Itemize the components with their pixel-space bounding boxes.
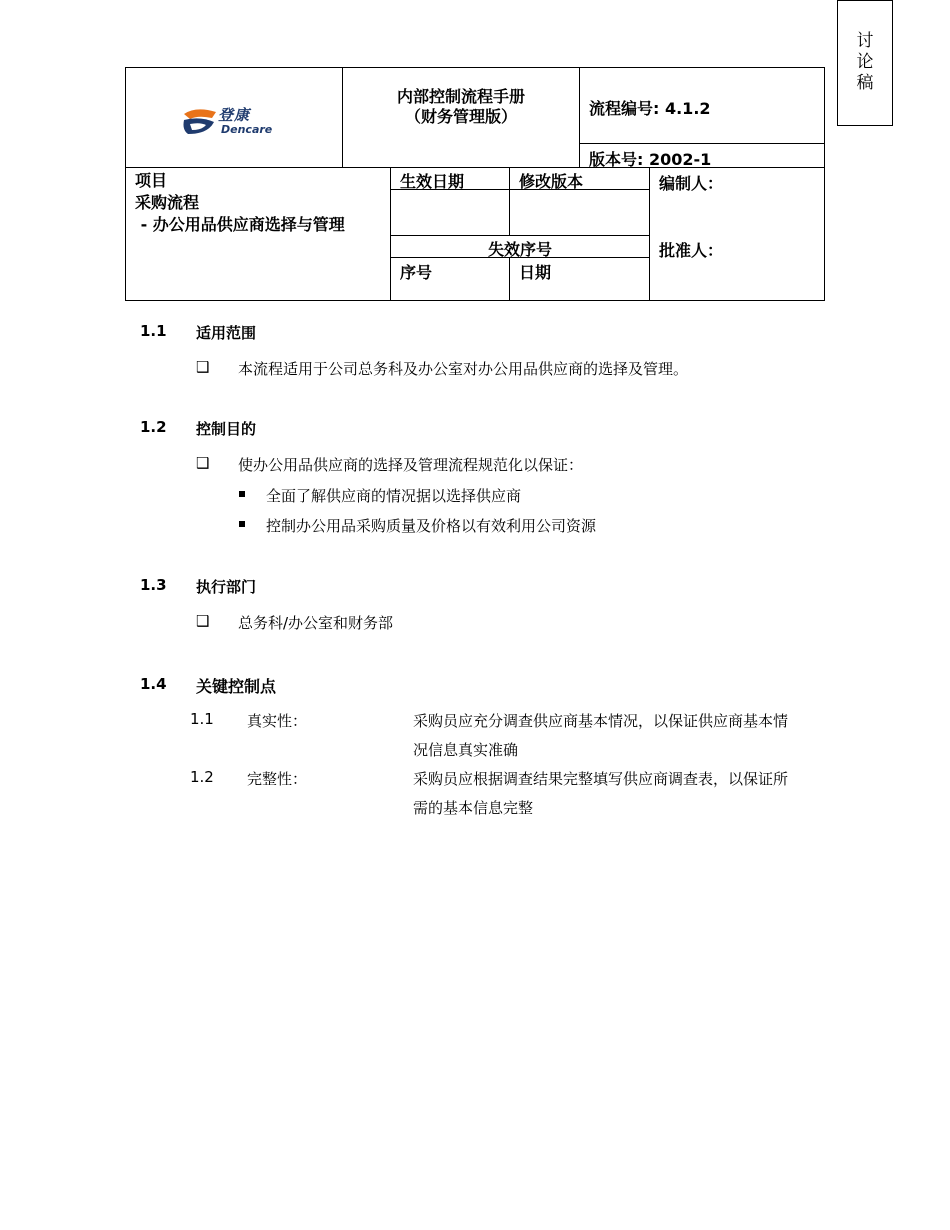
logo-cn-text: 登康	[218, 106, 251, 124]
sub-list-item: 控制办公用品采购质量及价格以有效利用公司资源	[266, 517, 597, 535]
section-number: 1.4	[140, 675, 167, 693]
list-item: 总务科/办公室和财务部	[238, 614, 394, 632]
keypoint-number: 1.1	[190, 710, 214, 728]
version-number: 版本号: 2002-1	[589, 150, 712, 169]
list-item: 使办公用品供应商的选择及管理流程规范化以保证：	[238, 456, 584, 474]
keypoint-text-cont: 况信息真实准确	[413, 741, 519, 759]
revision-label: 修改版本	[519, 172, 584, 191]
project-label: 项目	[135, 171, 168, 190]
section-number: 1.3	[140, 576, 167, 594]
section-title: 执行部门	[196, 578, 257, 596]
stamp-char-3: 稿	[856, 73, 874, 93]
signoff-cell	[649, 167, 825, 301]
section-title: 关键控制点	[196, 677, 277, 696]
project-cell	[125, 167, 391, 301]
square-bullet-icon	[239, 521, 245, 527]
header-table	[125, 67, 825, 301]
stamp-char-1: 讨	[856, 31, 874, 51]
keypoint-name: 完整性：	[247, 770, 308, 788]
keypoint-number: 1.2	[190, 768, 214, 786]
section-number: 1.2	[140, 418, 167, 436]
checkbox-bullet-icon: ❑	[196, 358, 210, 376]
project-name: 采购流程	[135, 193, 200, 212]
logo-mark-icon	[182, 106, 218, 136]
process-number: 流程编号: 4.1.2	[589, 99, 711, 118]
approver-label: 批准人：	[659, 241, 724, 260]
invalid-seq-label: 失效序号	[487, 240, 552, 259]
date-label: 日期	[519, 263, 552, 282]
section-title: 控制目的	[196, 420, 257, 438]
effective-date-label: 生效日期	[400, 172, 465, 191]
project-subtitle: - 办公用品供应商选择与管理	[135, 215, 345, 234]
revision-header	[509, 167, 650, 190]
checkbox-bullet-icon: ❑	[196, 454, 210, 472]
manual-title: 内部控制流程手册	[396, 87, 525, 106]
logo-cell	[125, 67, 343, 168]
effective-date-header	[390, 167, 510, 190]
checkbox-bullet-icon: ❑	[196, 612, 210, 630]
date-cell	[509, 257, 650, 301]
stamp-char-2: 论	[856, 52, 874, 72]
manual-title-cell	[342, 67, 580, 168]
section-number: 1.1	[140, 322, 167, 340]
list-item: 本流程适用于公司总务科及办公室对办公用品供应商的选择及管理。	[238, 360, 689, 378]
manual-subtitle: （财务管理版）	[404, 107, 517, 126]
keypoint-text-cont: 需的基本信息完整	[413, 799, 534, 817]
editor-label: 编制人：	[659, 174, 724, 193]
revision-value	[509, 189, 650, 236]
version-no-cell	[579, 143, 825, 168]
keypoint-name: 真实性：	[247, 712, 308, 730]
section-title: 适用范围	[196, 324, 257, 342]
seq-label: 序号	[400, 263, 433, 282]
seq-cell	[390, 257, 510, 301]
logo-en-text: Dencare	[221, 123, 273, 136]
keypoint-text: 采购员应充分调查供应商基本情况，以保证供应商基本情	[413, 712, 789, 730]
draft-stamp	[837, 0, 893, 126]
process-no-cell	[579, 67, 825, 144]
company-logo	[182, 104, 282, 138]
effective-date-value	[390, 189, 510, 236]
sub-list-item: 全面了解供应商的情况据以选择供应商	[266, 487, 522, 505]
square-bullet-icon	[239, 491, 245, 497]
invalid-seq-header	[390, 235, 650, 258]
keypoint-text: 采购员应根据调查结果完整填写供应商调查表，以保证所	[413, 770, 789, 788]
